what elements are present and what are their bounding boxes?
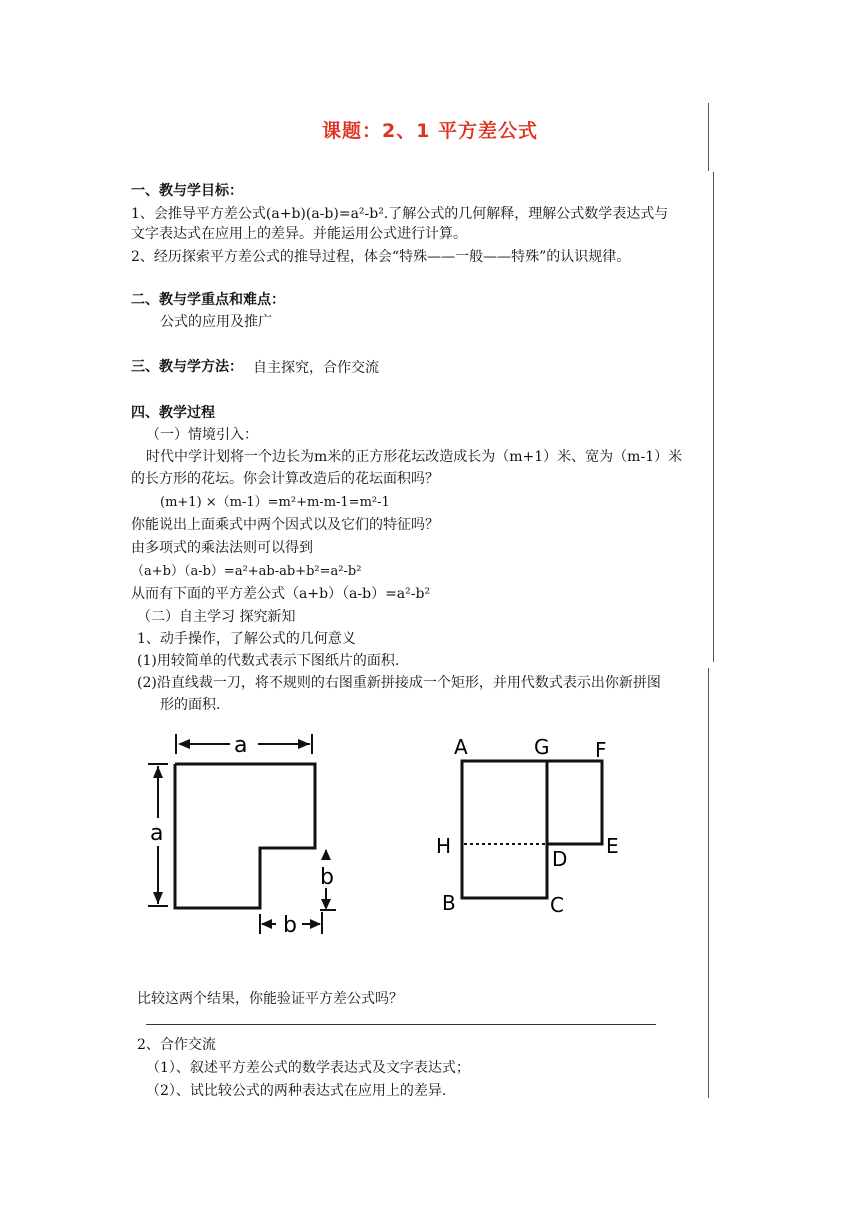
equation-1: (m+1) ×（m-1）=m²+m-m-1=m²-1 [160, 495, 390, 510]
margin-line-middle [713, 172, 714, 662]
step-2b: （2）、试比较公式的两种表达式在应用上的差异. [146, 1083, 447, 1099]
section-1-item-1-line-2: 文字表达式在应用上的差异。并能运用公式进行计算。 [131, 226, 467, 242]
section-1-item-2: 2、经历探索平方差公式的推导过程，体会“特殊——一般——特殊”的认识规律。 [131, 249, 631, 265]
label-C: C [550, 893, 564, 917]
compare-question: 比较这两个结果，你能验证平方差公式吗？ [137, 991, 403, 1007]
step-1b-line-1: (2)沿直线裁一刀，将不规则的右图重新拼接成一个矩形，并用代数式表示出你新拼图 [137, 675, 661, 691]
step-1a: (1)用较简单的代数式表示下图纸片的面积. [137, 653, 400, 669]
section-4-heading: 四、教学过程 [131, 405, 215, 421]
label-G: G [534, 735, 550, 759]
equation-3: 从而有下面的平方差公式（a+b）（a-b）=a²-b² [131, 586, 431, 602]
figure-left-l-shape [140, 728, 350, 938]
question-1: 你能说出上面乘式中两个因式以及它们的特征吗？ [131, 517, 439, 533]
section-3-body: 自主探究，合作交流 [253, 360, 379, 376]
scenario-line-1: 时代中学计划将一个边长为m米的正方形花坛改造成长为（m+1）米、宽为（m-1）米 [146, 449, 683, 465]
step-2: 2、合作交流 [137, 1037, 216, 1053]
scenario-line-2: 的长方形的花坛。你会计算改造后的花坛面积吗？ [131, 471, 439, 487]
label-b-right: b [320, 865, 334, 890]
label-a-left: a [150, 821, 164, 846]
page-title: 课题：2、1 平方差公式 [321, 120, 539, 142]
divider-line [146, 1024, 656, 1025]
label-E: E [606, 834, 619, 858]
subsection-2-heading: （二）自主学习 探究新知 [137, 609, 296, 625]
subsection-1-heading: （一）情境引入： [146, 427, 258, 443]
figure-right-rearranged [430, 728, 630, 928]
section-1-heading: 一、教与学目标： [131, 183, 243, 199]
label-A: A [454, 735, 468, 759]
section-3-heading: 三、教与学方法： [131, 359, 243, 375]
label-D: D [552, 847, 568, 871]
question-2: 由多项式的乘法法则可以得到 [131, 540, 313, 556]
label-b-bottom: b [283, 913, 297, 938]
step-1: 1、动手操作，了解公式的几何意义 [137, 631, 356, 647]
label-B: B [442, 891, 456, 915]
label-H: H [436, 834, 452, 858]
section-1-item-1-line-1: 1、会推导平方差公式(a+b)(a-b)=a²-b².了解公式的几何解释，理解公式数学表达式与 [131, 206, 669, 222]
margin-line-bottom [708, 668, 709, 1098]
section-2-heading: 二、教与学重点和难点： [131, 292, 285, 308]
label-F: F [595, 738, 607, 762]
label-a-top: a [234, 733, 248, 758]
equation-2: （a+b）（a-b）=a²+ab-ab+b²=a²-b² [131, 564, 362, 579]
step-1b-line-2: 形的面积. [160, 697, 221, 713]
section-2-body: 公式的应用及推广 [160, 314, 272, 330]
step-2a: （1）、叙述平方差公式的数学表达式及文字表达式； [146, 1060, 470, 1076]
